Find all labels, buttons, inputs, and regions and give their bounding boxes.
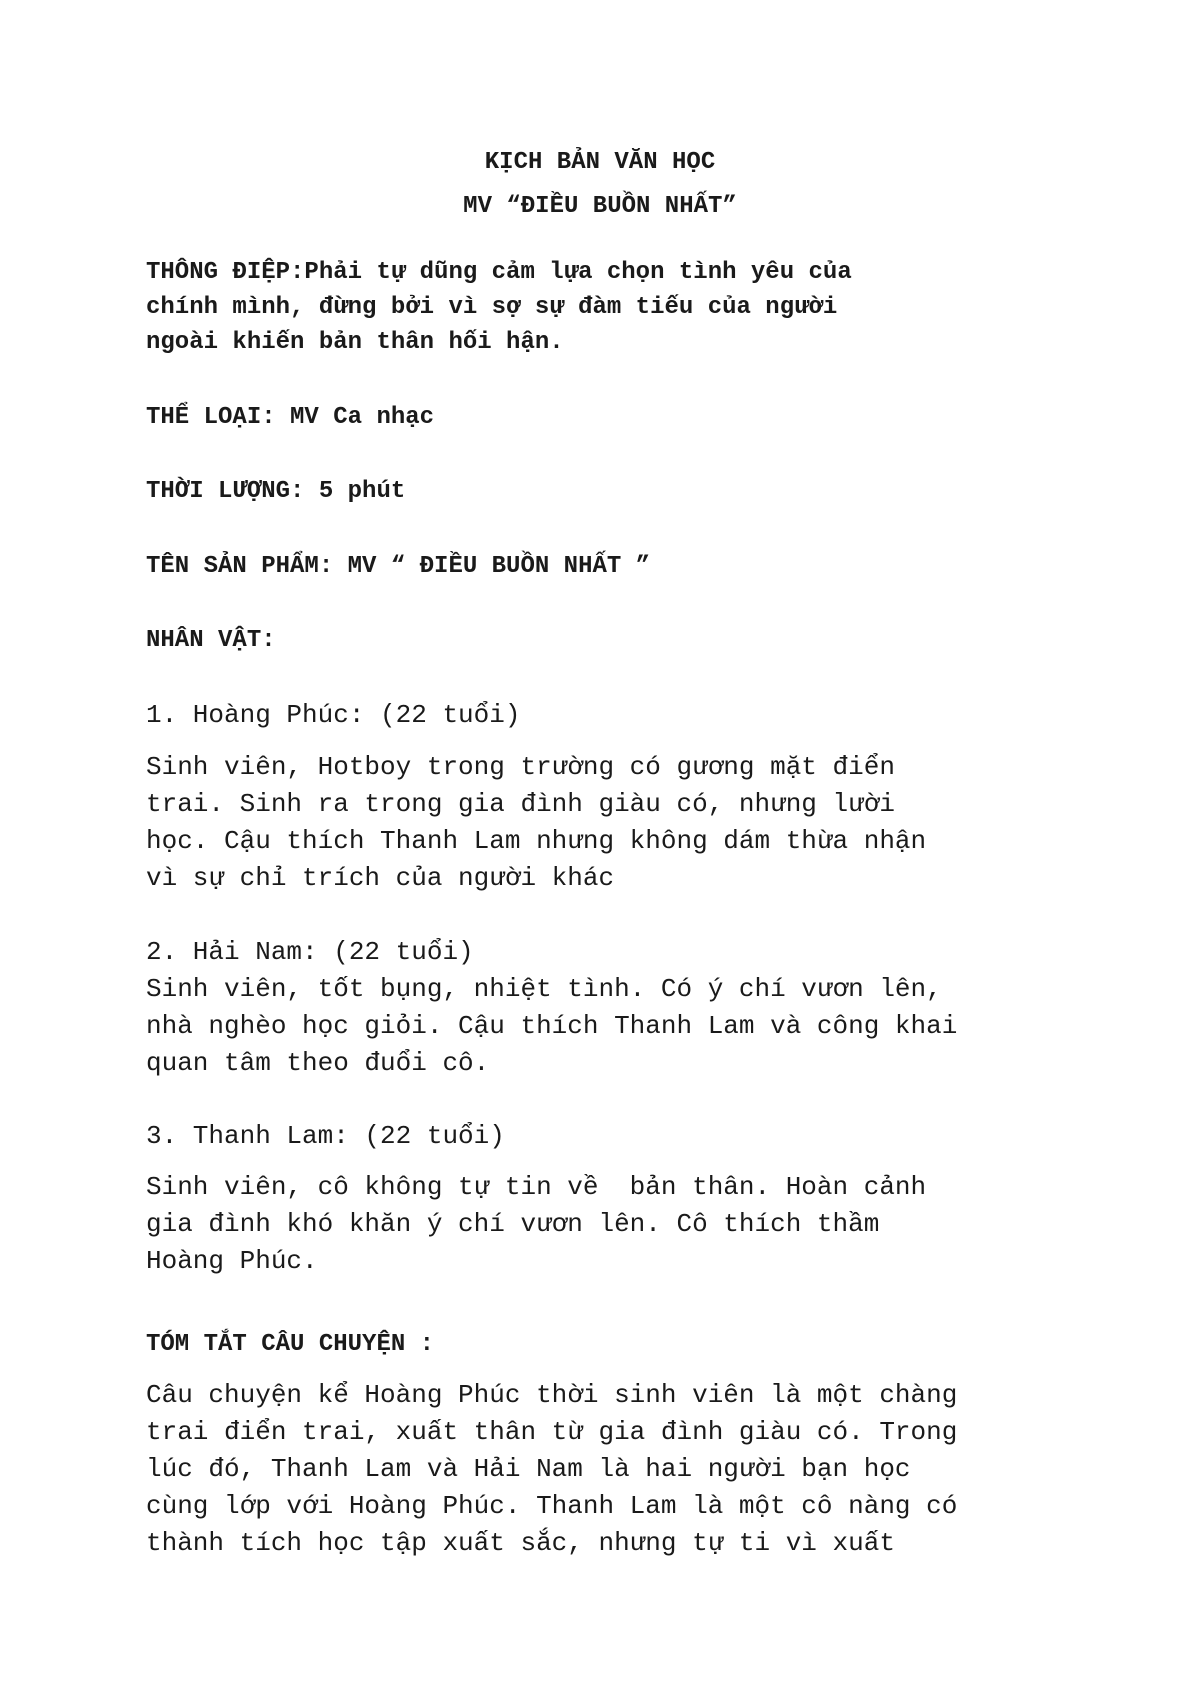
character-heading: 2. Hải Nam: (22 tuổi) bbox=[146, 937, 474, 967]
message-line: THÔNG ĐIỆP:Phải tự dũng cảm lựa chọn tình yêu của bbox=[146, 259, 852, 286]
genre-line: THỂ LOẠI: MV Ca nhạc bbox=[146, 404, 435, 431]
message-line: chính mình, đừng bởi vì sợ sự đàm tiếu của người bbox=[146, 294, 838, 321]
message-line: ngoài khiến bản thân hối hận. bbox=[146, 329, 564, 356]
character-description-line: học. Cậu thích Thanh Lam nhưng không dám thừa nhận bbox=[146, 826, 927, 856]
characters-heading: NHÂN VẬT: bbox=[146, 627, 276, 654]
summary-line: lúc đó, Thanh Lam và Hải Nam là hai người bạn học bbox=[146, 1454, 911, 1484]
character-description-line: Hoàng Phúc. bbox=[146, 1246, 318, 1276]
character-description-line: nhà nghèo học giỏi. Cậu thích Thanh Lam và công khai bbox=[146, 1011, 958, 1041]
summary-heading: TÓM TẮT CÂU CHUYỆN : bbox=[146, 1331, 435, 1358]
product-name-line: TÊN SẢN PHẨM: MV “ ĐIỀU BUỒN NHẤT ” bbox=[146, 553, 651, 580]
character-description-line: trai. Sinh ra trong gia đình giàu có, nhưng lười bbox=[146, 789, 895, 819]
character-description-line: gia đình khó khăn ý chí vươn lên. Cô thích thầm bbox=[146, 1209, 880, 1239]
character-heading: 3. Thanh Lam: (22 tuổi) bbox=[146, 1121, 505, 1151]
document-title: KỊCH BẢN VĂN HỌC bbox=[484, 149, 716, 176]
character-heading: 1. Hoàng Phúc: (22 tuổi) bbox=[146, 700, 521, 730]
summary-line: Câu chuyện kể Hoàng Phúc thời sinh viên là một chàng bbox=[146, 1380, 958, 1410]
character-description-line: quan tâm theo đuổi cô. bbox=[146, 1048, 490, 1078]
character-description-line: Sinh viên, tốt bụng, nhiệt tình. Có ý chí vươn lên, bbox=[146, 974, 942, 1004]
character-description-line: vì sự chỉ trích của người khác bbox=[146, 863, 615, 893]
character-description-line: Sinh viên, Hotboy trong trường có gương mặt điển bbox=[146, 752, 895, 782]
summary-line: trai điển trai, xuất thân từ gia đình giàu có. Trong bbox=[146, 1417, 958, 1447]
document-subtitle: MV “ĐIỀU BUỒN NHẤT” bbox=[463, 193, 737, 220]
character-description-line: Sinh viên, cô không tự tin về bản thân. Hoàn cảnh bbox=[146, 1172, 927, 1202]
summary-line: cùng lớp với Hoàng Phúc. Thanh Lam là một cô nàng có bbox=[146, 1491, 958, 1521]
duration-line: THỜI LƯỢNG: 5 phút bbox=[146, 478, 406, 505]
summary-line: thành tích học tập xuất sắc, nhưng tự ti vì xuất bbox=[146, 1528, 895, 1558]
